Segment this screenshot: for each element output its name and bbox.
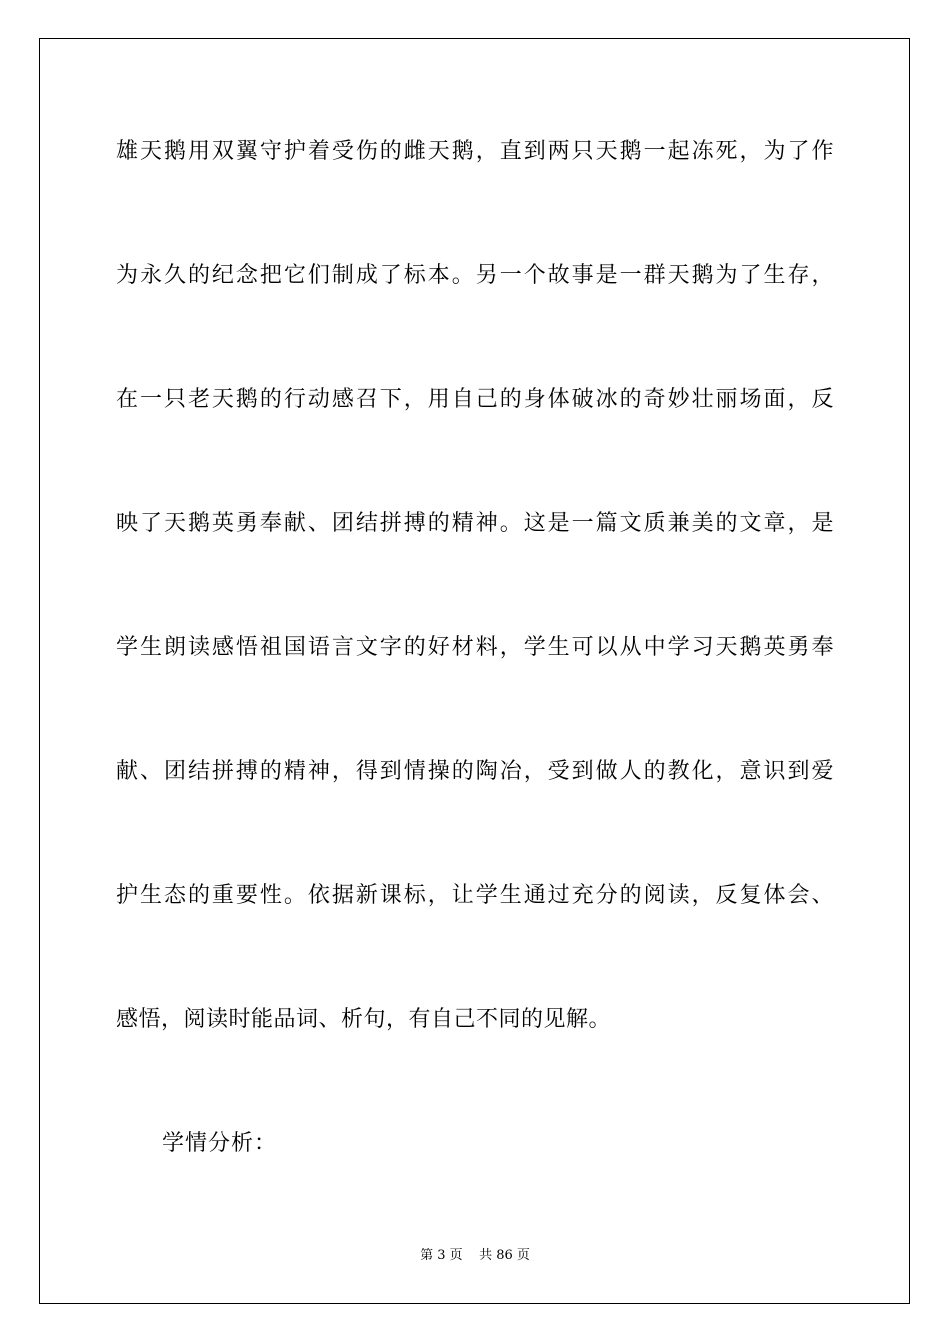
body-line-6: 献、团结拼搏的精神，得到情操的陶冶，受到做人的教化，意识到爱	[116, 759, 834, 784]
body-line-8: 感悟，阅读时能品词、析句，有自己不同的见解。	[116, 1007, 612, 1032]
section-heading: 学情分析：	[162, 1131, 278, 1156]
body-line-2: 为永久的纪念把它们制成了标本。另一个故事是一群天鹅为了生存，	[116, 263, 834, 288]
body-line-4: 映了天鹅英勇奉献、团结拼搏的精神。这是一篇文质兼美的文章，是	[116, 511, 834, 536]
body-line-3: 在一只老天鹅的行动感召下，用自己的身体破冰的奇妙壮丽场面，反	[116, 387, 834, 412]
body-line-1: 雄天鹅用双翼守护着受伤的雌天鹅，直到两只天鹅一起冻死，为了作	[116, 139, 834, 164]
page-number-footer: 第 3 页 共 86 页	[420, 1248, 530, 1263]
body-line-5: 学生朗读感悟祖国语言文字的好材料，学生可以从中学习天鹅英勇奉	[116, 635, 834, 660]
page-frame	[39, 38, 910, 1304]
body-line-7: 护生态的重要性。依据新课标，让学生通过充分的阅读，反复体会、	[116, 883, 834, 908]
